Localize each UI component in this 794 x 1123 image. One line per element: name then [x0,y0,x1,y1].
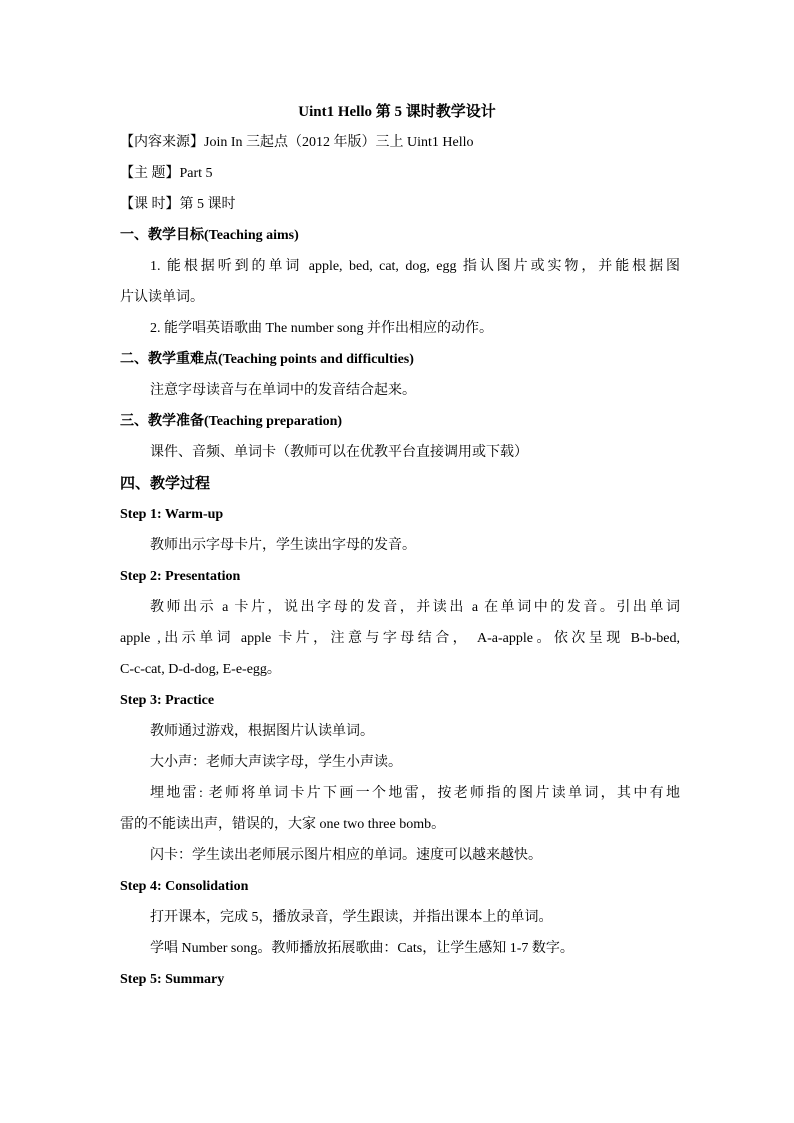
step-3-text-2: 大小声：老师大声读字母，学生小声读。 [150,755,402,770]
step-3-text-1: 教师通过游戏，根据图片认读单词。 [150,724,374,739]
step-4-text-2: 学唱 Number song。教师播放拓展歌曲：Cats，让学生感知 1-7 数字。 [150,941,574,956]
aim-1-line-2: 片认读单词。 [120,290,204,305]
step-1-text: 教师出示字母卡片，学生读出字母的发音。 [150,538,416,553]
meta-period: 【课 时】第 5 课时 [120,197,236,212]
aim-1-line-1: 1. 能根据听到的单词 apple, bed, cat, dog, egg 指认图片或实物，并能根据图 [150,259,680,274]
difficulties-text: 注意字母读音与在单词中的发音结合起来。 [150,383,416,398]
step-4-text-1: 打开课本，完成 5，播放录音，学生跟读，并指出课本上的单词。 [150,910,553,925]
step-3-heading: Step 3: Practice [120,693,215,708]
section-heading-preparation: 三、教学准备(Teaching preparation) [120,414,343,429]
aim-2: 2. 能学唱英语歌曲 The number song 并作出相应的动作。 [150,321,493,336]
section-heading-aims: 一、教学目标(Teaching aims) [120,228,299,243]
meta-topic: 【主 题】Part 5 [120,166,213,181]
step-3-text-3-line-2: 雷的不能读出声，错误的，大家 one two three bomb。 [120,817,446,832]
section-heading-process: 四、教学过程 [120,476,211,492]
section-heading-difficulties: 二、教学重难点(Teaching points and difficulties) [120,352,414,367]
meta-source: 【内容来源】Join In 三起点（2012 年版）三上 Uint1 Hello [120,135,474,150]
step-2-heading: Step 2: Presentation [120,569,241,584]
preparation-text: 课件、音频、单词卡（教师可以在优教平台直接调用或下载） [150,445,528,460]
step-3-text-3-line-1: 埋地雷: 老师将单词卡片下画一个地雷，按老师指的图片读单词，其中有地 [150,786,680,801]
step-5-heading: Step 5: Summary [120,972,225,987]
step-2-line-2: apple ,出示单词 apple 卡片，注意与字母结合， A-a-apple。依次呈现 B-b-bed, [120,631,680,646]
step-2-line-3: C-c-cat, D-d-dog, E-e-egg。 [120,662,281,677]
document-title: Uint1 Hello 第 5 课时教学设计 [298,104,496,120]
step-3-text-4: 闪卡：学生读出老师展示图片相应的单词。速度可以越来越快。 [150,848,542,863]
step-4-heading: Step 4: Consolidation [120,879,249,894]
step-2-line-1: 教师出示 a 卡片，说出字母的发音，并读出 a 在单词中的发音。引出单词 [150,600,680,615]
step-1-heading: Step 1: Warm-up [120,507,224,522]
